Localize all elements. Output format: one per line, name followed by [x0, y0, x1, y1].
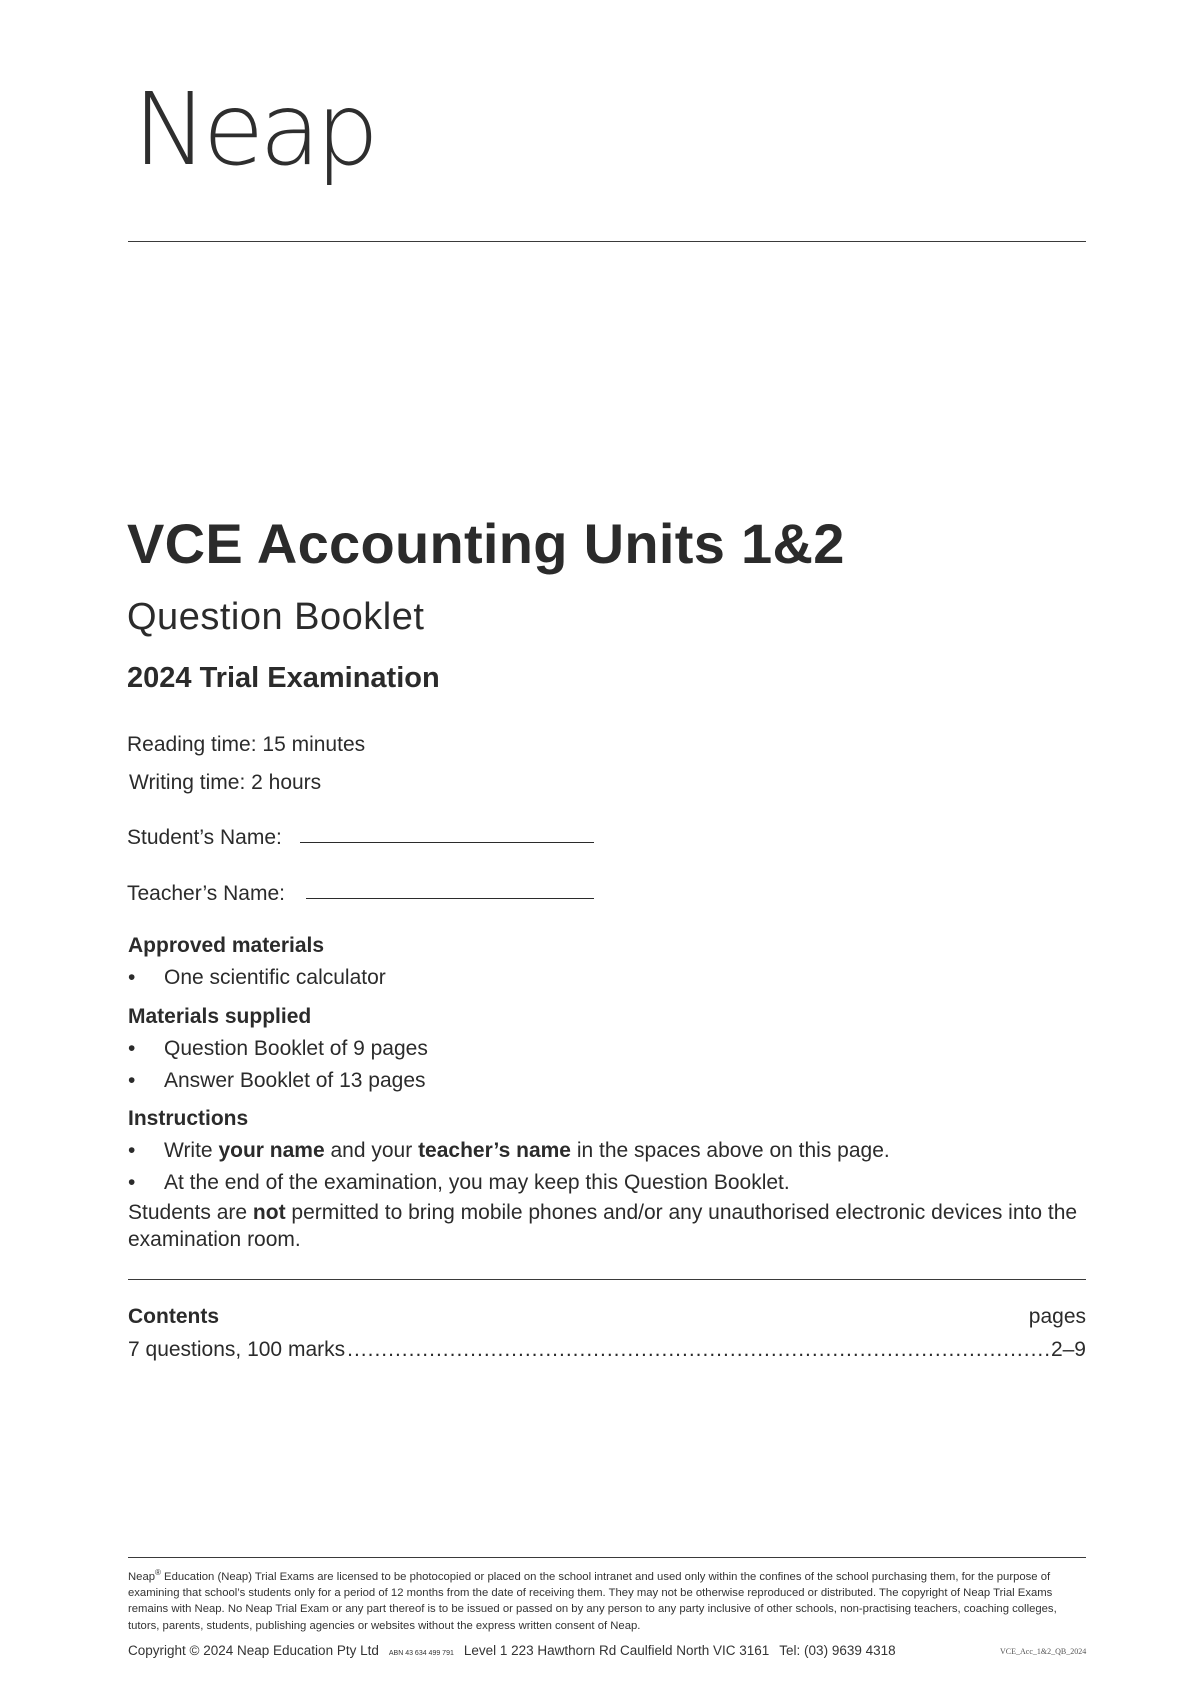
exam-name: 2024 Trial Examination: [127, 662, 440, 694]
license-notice: Neap® Education (Neap) Trial Exams are licensed to be photocopied or placed on the school intranet and used only within the confines of the school purchasing them, for the purpose of examining that school’s students only for a period of 12 months from the date of receiving them. They may not be otherwise reproduced or distributed. The copyright of Neap Trial Exams remains with Neap. No Neap Trial Exam or any part thereof is to be issued or passed on by any person to any party inclusive of other schools, non-practising teachers, coaching colleges, tutors, parents, students, publishing agencies or websites without the express written consent of Neap.: [128, 1568, 1057, 1632]
document-code: VCE_Acc_1&2_QB_2024: [1000, 1647, 1087, 1656]
bullet-icon: •: [128, 966, 136, 989]
neap-logo: Neap: [133, 71, 375, 188]
instruction-item: • At the end of the examination, you may keep this Question Booklet.: [128, 1171, 790, 1194]
materials-supplied-item: • Answer Booklet of 13 pages: [128, 1069, 426, 1092]
phone: Tel: (03) 9639 4318: [779, 1643, 896, 1658]
bullet-icon: •: [128, 1037, 136, 1060]
contents-divider: [128, 1279, 1086, 1280]
document-title: VCE Accounting Units 1&2: [127, 512, 845, 575]
contents-heading: Contents: [128, 1305, 219, 1328]
writing-time: Writing time: 2 hours: [129, 771, 322, 794]
materials-supplied-heading: Materials supplied: [128, 1005, 312, 1028]
student-name-label: Student’s Name:: [127, 826, 282, 849]
contents-pages: 2–9: [1050, 1338, 1086, 1361]
bullet-icon: •: [128, 1139, 136, 1162]
teacher-name-label: Teacher’s Name:: [127, 882, 285, 905]
address: Level 1 223 Hawthorn Rd Caulfield North VIC 3161: [463, 1643, 770, 1658]
contents-row: [128, 1339, 1086, 1360]
materials-supplied-item: • Question Booklet of 9 pages: [128, 1037, 428, 1060]
abn: ABN 43 634 499 791: [388, 1650, 454, 1657]
dot-leader: [347, 1339, 1049, 1360]
footer-divider: [128, 1557, 1086, 1558]
document-subtitle: Question Booklet: [127, 596, 425, 638]
device-notice: Students are not permitted to bring mobile phones and/or any unauthorised electronic devices into the examination room.: [128, 1201, 1078, 1251]
bullet-icon: •: [128, 1069, 136, 1092]
student-name-field[interactable]: [300, 824, 594, 843]
pages-header: pages: [1028, 1305, 1086, 1328]
publisher-details: [128, 1643, 896, 1658]
teacher-name-field[interactable]: [306, 880, 594, 899]
instructions-heading: Instructions: [128, 1107, 249, 1130]
contents-header: [128, 1306, 1086, 1327]
reading-time: Reading time: 15 minutes: [127, 733, 366, 756]
header-divider: [128, 241, 1086, 242]
copyright: Copyright © 2024 Neap Education Pty Ltd: [128, 1643, 379, 1658]
approved-materials-item: • One scientific calculator: [128, 966, 386, 989]
contents-label: 7 questions, 100 marks: [128, 1338, 346, 1361]
bullet-icon: •: [128, 1171, 136, 1194]
instruction-item: • Write your name and your teacher’s name in the spaces above on this page.: [128, 1139, 890, 1162]
approved-materials-heading: Approved materials: [128, 934, 325, 957]
